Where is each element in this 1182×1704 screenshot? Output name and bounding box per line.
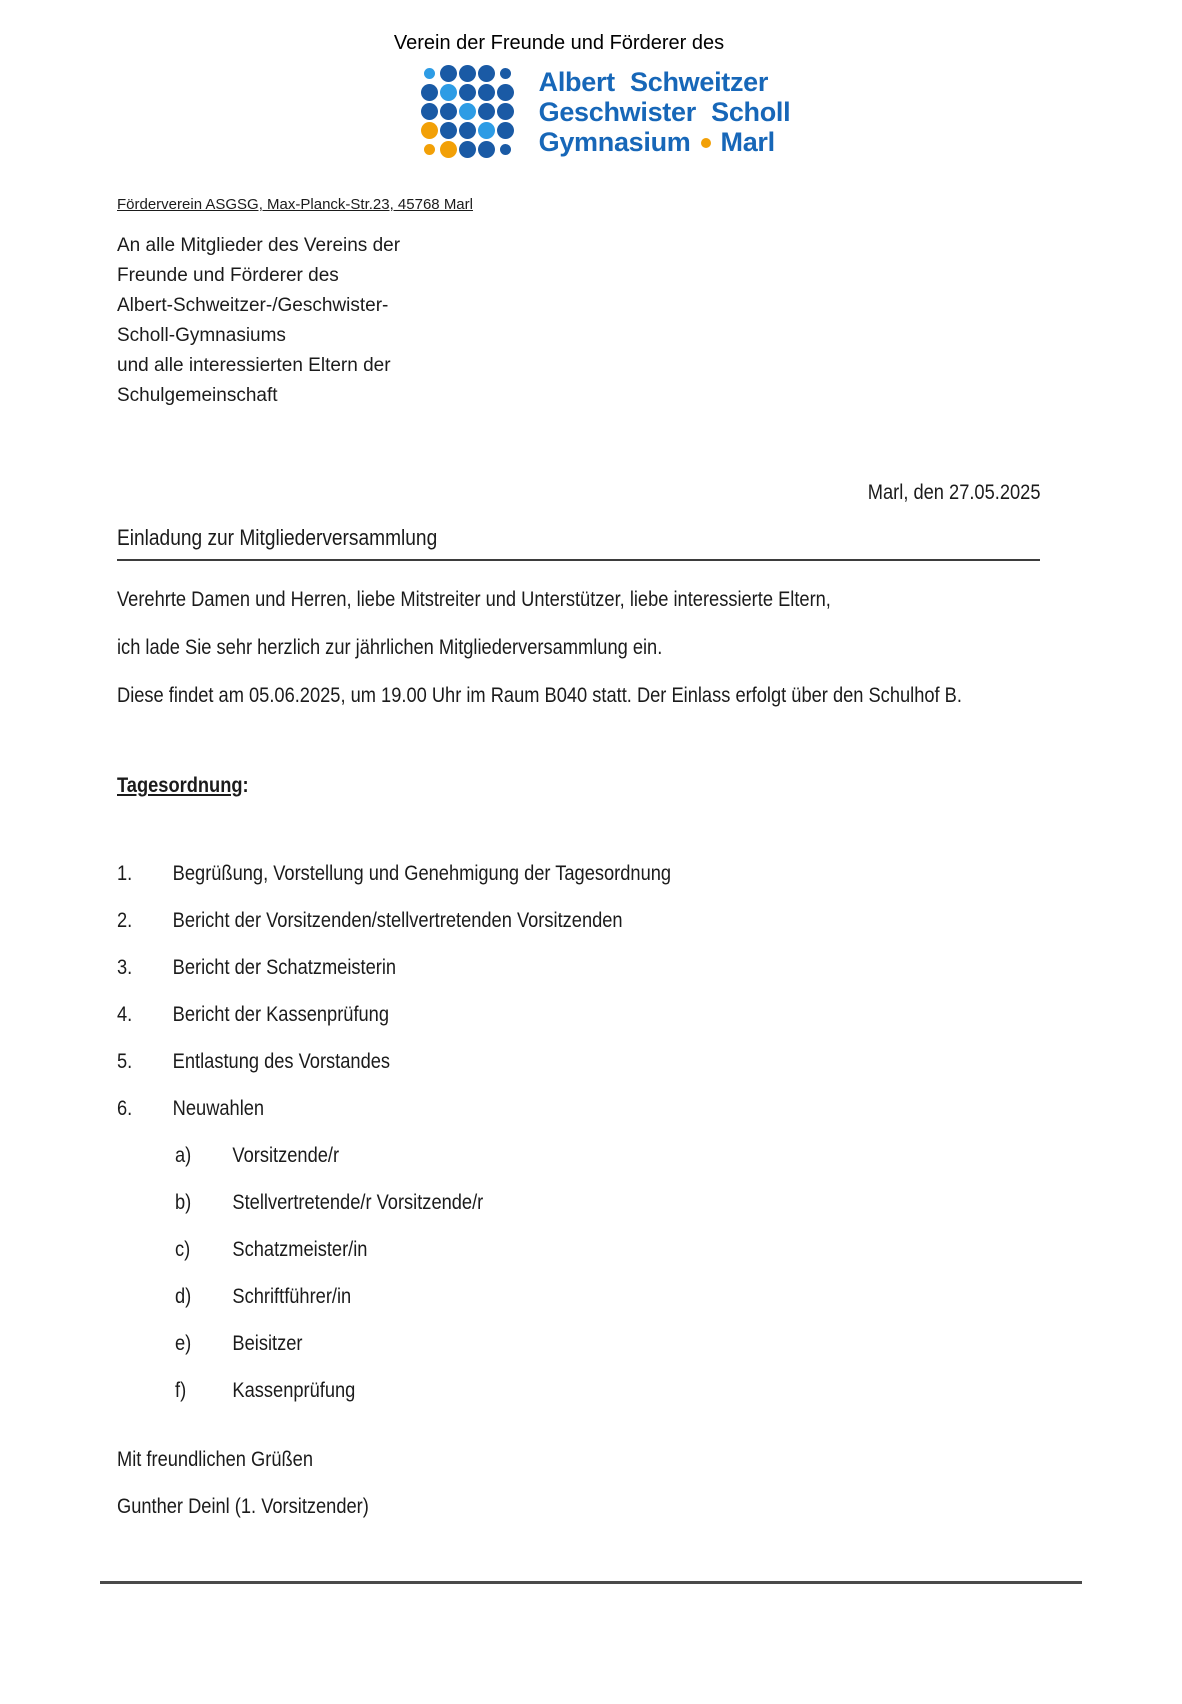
logo-dot [421,103,438,120]
agenda-item [117,1096,1040,1122]
logo-dot-cell [458,140,477,159]
agenda-subitem [175,1378,1040,1404]
closing-signature-text: Gunther Deinl (1. Vorsitzender) [117,1495,369,1518]
paragraph-details-text: Diese findet am 05.06.2025, um 19.00 Uhr im Raum B040 statt. Der Einlass erfolgt über den Schulhof B. [117,684,962,707]
recipient-line: An alle Mitglieder des Vereins der [117,235,401,256]
logo-dot-cell [439,140,458,159]
agenda-item [117,908,1040,934]
logo-dot [459,84,476,101]
subject-heading [117,525,1040,561]
logo-dot-cell [420,64,439,83]
recipient-line: Scholl-Gymnasiums [117,325,286,346]
footer-divider [100,1581,1082,1584]
agenda-heading [117,773,1040,799]
logo-dot [497,84,514,101]
date-line-text: Marl, den 27.05.2025 [867,481,1040,504]
logo-dot [478,84,495,101]
agenda-subitem-inner [175,1143,339,1169]
agenda-item-marker: 6. [117,1097,133,1120]
header-title: Verein der Freunde und Förderer des [393,32,725,54]
logo-line-3-city: Marl [720,126,775,157]
logo-dot-cell [439,83,458,102]
recipient-line: Schulgemeinschaft [117,385,278,406]
agenda-subitem-text: Vorsitzende/r [232,1144,340,1167]
logo-dot [440,103,457,120]
recipient-line: Freunde und Förderer des [117,265,339,286]
agenda-item-text: Neuwahlen [172,1097,265,1120]
agenda-item-text: Begrüßung, Vorstellung und Genehmigung der Tagesordnung [172,862,672,885]
agenda-subitem-inner [175,1284,351,1310]
logo-dot [478,65,495,82]
logo-dot [500,68,511,79]
agenda-item-marker: 1. [117,862,133,885]
agenda-subitem [175,1331,1040,1357]
logo-dot [497,122,514,139]
agenda-subitem [175,1190,1040,1216]
logo-dot-cell [420,140,439,159]
agenda-item-text: Bericht der Kassenprüfung [172,1003,390,1026]
logo-dot-cell [458,64,477,83]
logo-dot-cell [420,102,439,121]
logo-dot-cell [439,64,458,83]
recipient-block [117,231,1040,411]
closing-greeting-text: Mit freundlichen Grüßen [117,1448,313,1471]
logo-dot [440,84,457,101]
agenda-subitem-inner [175,1378,355,1404]
subject-heading-text: Einladung zur Mitgliederversammlung [117,525,438,550]
logo-text [539,67,791,157]
agenda-subitem-marker: f) [175,1379,187,1402]
logo-dot [459,122,476,139]
agenda-item [117,955,1040,981]
logo-dot-cell [420,121,439,140]
logo-dot-cell [496,83,515,102]
logo-line-2: Geschwister Scholl [538,96,791,127]
agenda-item [117,861,1040,887]
logo-dot-cell [477,102,496,121]
sender-line [117,195,1040,215]
agenda-subitem-text: Beisitzer [232,1332,303,1355]
agenda-item-text: Bericht der Vorsitzenden/stellvertretenden Vorsitzenden [172,909,623,932]
agenda-subitem-text: Schriftführer/in [232,1285,352,1308]
logo-dot [478,103,495,120]
logo-dot-cell [496,121,515,140]
agenda-subitem [175,1143,1040,1169]
paragraph-intro [117,635,1040,661]
agenda-subitem [175,1237,1040,1263]
logo-dot-cell [477,83,496,102]
agenda-item-inner [117,908,623,934]
agenda-sublist [117,1143,1040,1404]
agenda-subitem-text: Stellvertretende/r Vorsitzende/r [232,1191,484,1214]
closing-greeting [117,1447,1040,1473]
logo-dot-cell [458,102,477,121]
logo-dot-cell [496,64,515,83]
logo-dot [440,122,457,139]
agenda-item-inner [117,861,671,887]
agenda-item-inner [117,1002,389,1028]
agenda-subitem-marker: a) [175,1144,192,1167]
logo-dot [424,68,435,79]
agenda-item-marker: 3. [117,956,133,979]
agenda-heading-text: Tagesordnung [117,774,243,797]
agenda-item-inner [117,1096,264,1122]
agenda-subitem-marker: d) [175,1285,192,1308]
agenda-item-text: Entlastung des Vorstandes [172,1050,391,1073]
agenda-item [117,1049,1040,1075]
agenda-subitem-text: Kassenprüfung [232,1379,356,1402]
logo-dot-cell [496,102,515,121]
sender-line-text: Förderverein ASGSG, Max-Planck-Str.23, 45768 Marl [117,196,473,213]
agenda-subitem-marker: c) [175,1238,191,1261]
agenda-subitem [175,1284,1040,1310]
agenda-item-marker: 4. [117,1003,133,1026]
paragraph-details [117,683,1040,709]
logo-dot [459,103,476,120]
agenda-item-inner [117,955,396,981]
paragraph-salutation-text: Verehrte Damen und Herren, liebe Mitstreiter und Unterstützer, liebe interessierte Eltern, [117,588,831,611]
logo-line-3 [539,127,791,157]
agenda-item-marker: 2. [117,909,133,932]
logo-dot [421,84,438,101]
logo-dot [440,65,457,82]
agenda-item-marker: 5. [117,1050,133,1073]
paragraph-intro-text: ich lade Sie sehr herzlich zur jährlichen Mitgliederversammlung ein. [117,636,663,659]
logo-dot-cell [458,83,477,102]
recipient-line: Albert-Schweitzer-/Geschwister- [117,295,389,316]
agenda-subitem-marker: e) [175,1332,192,1355]
logo-dot [421,122,438,139]
logo-line-3-word: Gymnasium [538,126,691,157]
logo-dot-cell [420,83,439,102]
agenda-subitem-inner [175,1331,302,1357]
agenda-item-text: Bericht der Schatzmeisterin [172,956,397,979]
logo-dot-cell [439,102,458,121]
logo-dot [440,141,457,158]
date-line [117,481,1040,505]
agenda-item-inner [117,1049,390,1075]
agenda-subitem-marker: b) [175,1191,192,1214]
paragraph-salutation [117,587,1040,613]
logo-dot [459,141,476,158]
logo-dot [478,122,495,139]
logo-dot-cell [477,64,496,83]
logo-dot [424,144,435,155]
school-logo [14,64,1182,159]
orange-bullet-icon [701,138,711,148]
logo-dot-grid [420,64,515,159]
closing-signature [117,1494,1040,1520]
logo-dot [500,144,511,155]
letter-content [0,195,1182,1520]
recipient-line: und alle interessierten Eltern der [117,355,391,376]
agenda-heading-colon: : [242,774,249,797]
logo-dot-cell [496,140,515,159]
logo-dot [459,65,476,82]
agenda-list [117,861,1040,1122]
logo-line-1: Albert Schweitzer [538,66,769,97]
logo-dot-cell [439,121,458,140]
letter-header [0,0,1182,159]
agenda-subitem-text: Schatzmeister/in [232,1238,368,1261]
agenda-item [117,1002,1040,1028]
agenda-subitem-inner [175,1190,483,1216]
logo-dot [478,141,495,158]
agenda-subitem-inner [175,1237,367,1263]
logo-dot [497,103,514,120]
logo-dot-cell [477,121,496,140]
logo-dot-cell [477,140,496,159]
logo-dot-cell [458,121,477,140]
